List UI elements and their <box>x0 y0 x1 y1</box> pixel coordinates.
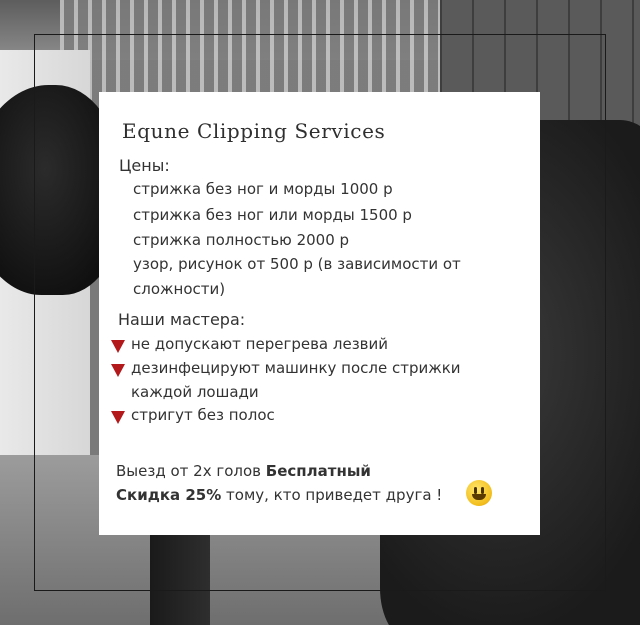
prices-heading: Цены: <box>119 156 170 175</box>
delivery-text: Выезд от 2х голов <box>116 462 262 480</box>
discount-label: Скидка 25% <box>116 486 222 504</box>
red-triangle-bullet-icon <box>111 340 125 353</box>
master-point-continued: каждой лошади <box>131 383 259 401</box>
price-item: стрижка без ног и морды 1000 р <box>133 180 393 198</box>
price-item: стрижка без ног или морды 1500 р <box>133 206 412 224</box>
red-triangle-bullet-icon <box>111 411 125 424</box>
smiley-face-icon <box>466 480 492 506</box>
masters-heading: Наши мастера: <box>118 310 246 329</box>
discount-text: тому, кто приведет друга ! <box>226 486 443 504</box>
info-card <box>99 92 540 535</box>
price-item: стрижка полностью 2000 р <box>133 231 350 249</box>
master-point: не допускают перегрева лезвий <box>131 335 389 353</box>
discount-line <box>116 485 442 505</box>
free-label: Бесплатный <box>265 462 371 480</box>
red-triangle-bullet-icon <box>111 364 125 377</box>
delivery-line <box>116 461 371 481</box>
master-point: дезинфецируют машинку после стрижки <box>131 359 461 377</box>
master-point: стригут без полос <box>131 406 275 424</box>
price-item: сложности) <box>133 280 226 298</box>
page-title: Equne Clipping Services <box>122 119 386 143</box>
price-item: узор, рисунок от 500 р (в зависимости от <box>133 255 461 273</box>
